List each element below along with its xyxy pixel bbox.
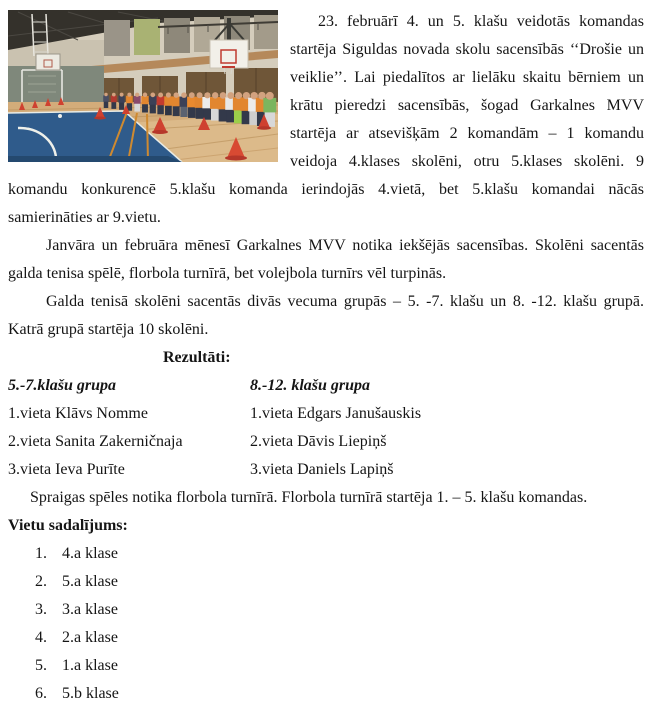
results-group-5-7 (8, 372, 250, 484)
list-item-number: 4. (35, 629, 47, 646)
results-heading: Rezultāti: (163, 349, 231, 366)
paragraph-floorball: Spraigas spēles notika florbola turnīrā. Florbola turnīrā startēja 1. – 5. klašu komandas. (30, 489, 588, 506)
list-item (35, 652, 644, 680)
results-row: 3.vieta Ieva Purīte (8, 461, 125, 478)
list-item-number: 3. (35, 601, 47, 618)
results-row: 2.vieta Dāvis Liepiņš (250, 433, 387, 450)
gym-competition-photo (8, 10, 278, 162)
results-row: 2.vieta Sanita Zakerničnaja (8, 433, 183, 450)
list-item (35, 568, 644, 596)
placement-list (8, 540, 644, 708)
list-item (35, 624, 644, 652)
list-item-number: 2. (35, 573, 47, 590)
list-item-number: 5. (35, 657, 47, 674)
paragraph-table-tennis: Galda tenisā skolēni sacentās divās vecuma grupās – 5. -7. klašu un 8. -12. klašu grupā. Katrā grupā startēja 10 skolēni. (8, 293, 644, 338)
list-item-number: 1. (35, 545, 47, 562)
placement-list-heading: Vietu sadalījums: (8, 517, 128, 534)
list-item-label: 5.b klase (62, 685, 119, 702)
results-row: 1.vieta Klāvs Nomme (8, 405, 148, 422)
results-group-8-12 (250, 372, 644, 484)
results-group-title: 5.-7.klašu grupa (8, 377, 117, 394)
list-item (35, 680, 644, 708)
list-item (35, 540, 644, 568)
results-row: 1.vieta Edgars Janušauskis (250, 405, 422, 422)
list-item-label: 4.a klase (62, 545, 118, 562)
results-row: 3.vieta Daniels Lapiņš (250, 461, 394, 478)
list-item (35, 596, 644, 624)
paragraph-internal-competitions: Janvāra un februāra mēnesī Garkalnes MVV notika iekšējās sacensības. Skolēni sacentās galda tenisa spēlē, florbola turnīrā, bet volejbola turnīrs vēl turpinās. (8, 237, 644, 282)
list-item-label: 3.a klase (62, 601, 118, 618)
list-item-label: 5.a klase (62, 573, 118, 590)
results-columns (8, 372, 644, 484)
list-item-number: 6. (35, 685, 47, 702)
paragraph-competition: 23. februārī 4. un 5. klašu veidotās komandas startēja Siguldas novada skolu sacensībās ‘‘Drošie un veiklie’’. Lai piedalītos ar lielāku skaitu bērniem un krātu pieredzi sacensībās, šogad Garkalnes MVV startēja ar atsevišķām 2 komandām – 1 komandu veidoja 4.klases skolēni, otru 5.klases skolēni. 9 komandu konkurencē 5.klašu komanda ierindojās 4.vietā, bet 5.klašu komandai nācās samierināties ar 9.vietu. (8, 13, 644, 226)
list-item-label: 1.a klase (62, 657, 118, 674)
list-item-label: 2.a klase (62, 629, 118, 646)
results-group-title: 8.-12. klašu grupa (250, 377, 371, 394)
